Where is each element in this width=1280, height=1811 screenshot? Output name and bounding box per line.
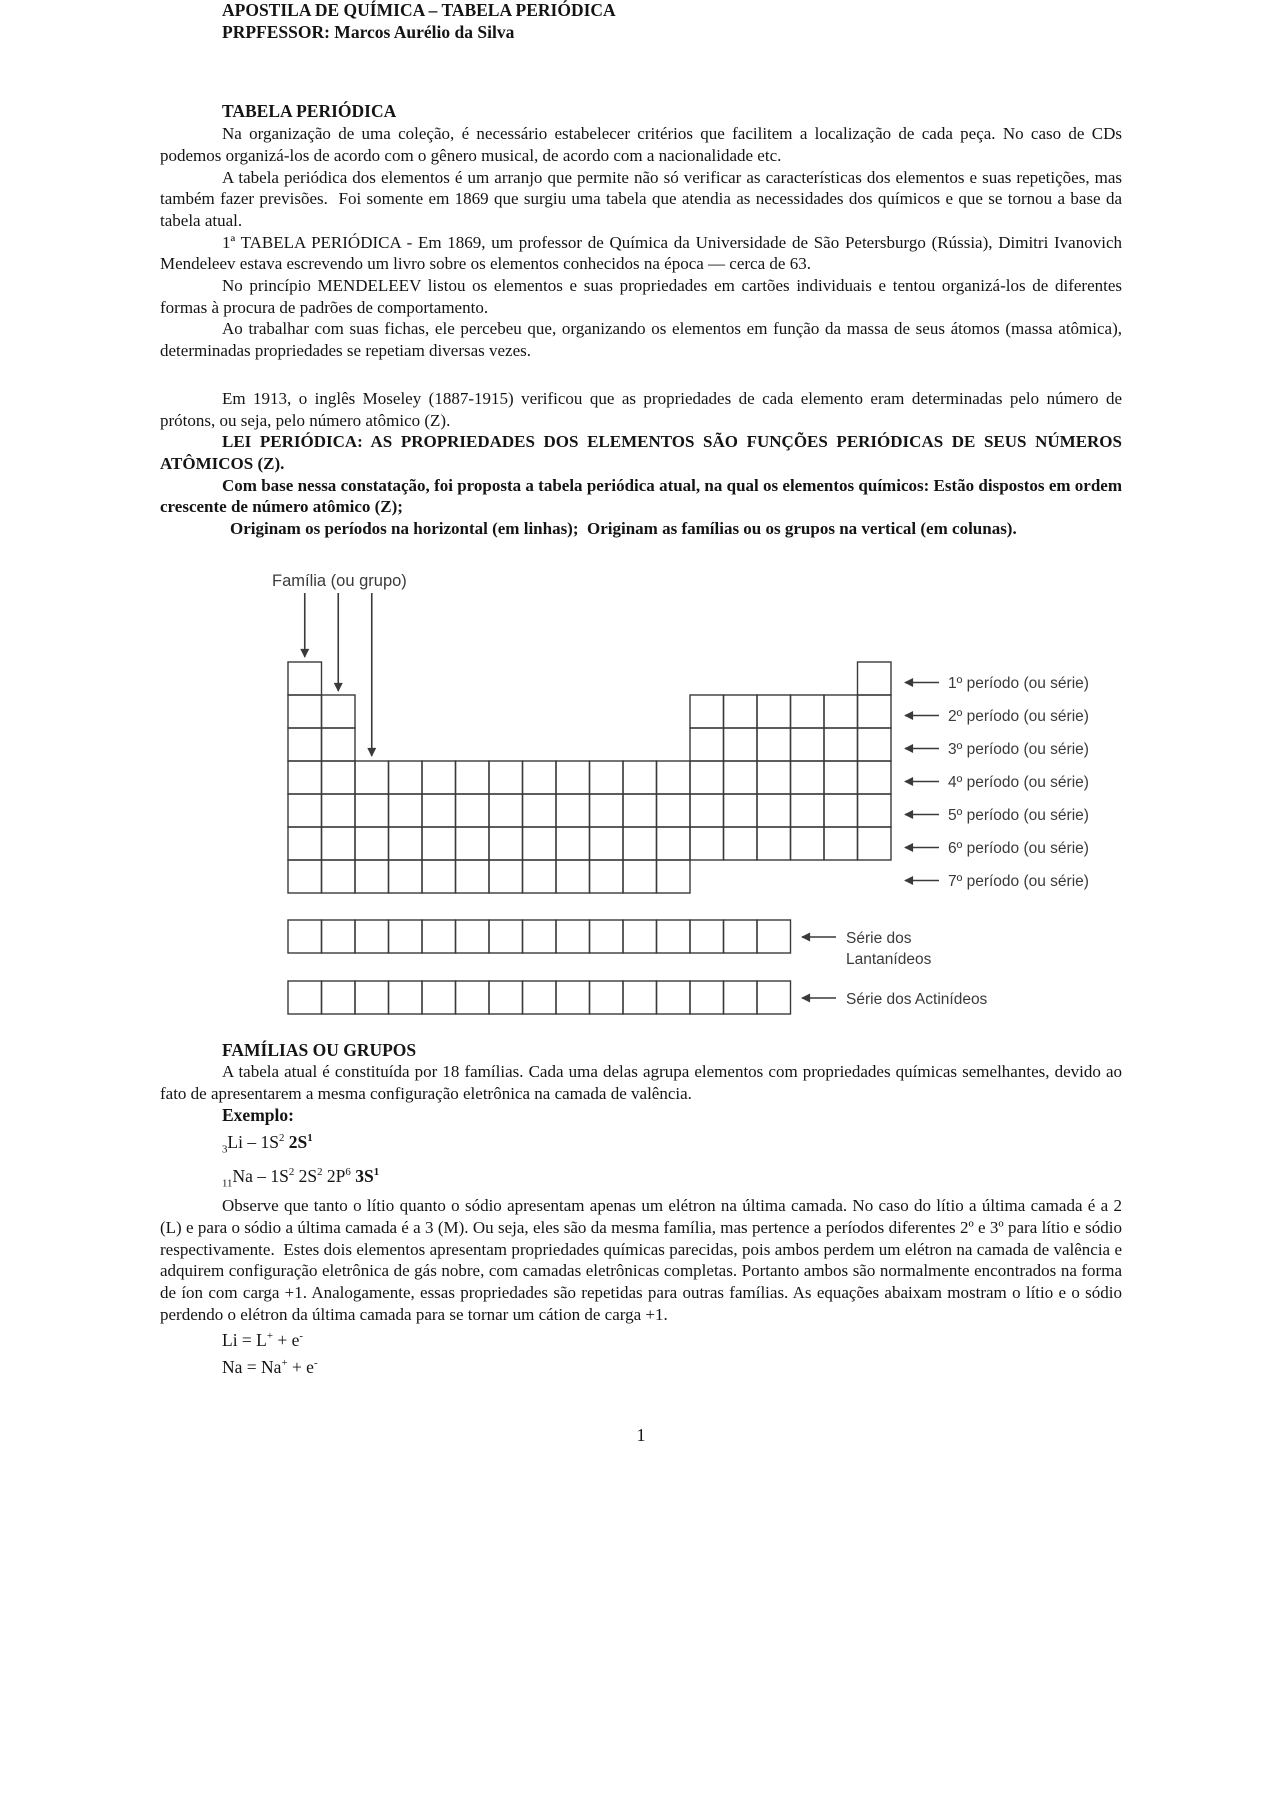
- lanthanide-cell: [355, 920, 389, 953]
- actinide-cell: [757, 981, 791, 1014]
- period-table-cell: [757, 728, 791, 761]
- period-table-cell: [389, 761, 423, 794]
- period-table-cell: [623, 761, 657, 794]
- period-table-cell: [657, 761, 691, 794]
- period-table-cell: [690, 695, 724, 728]
- period-table-cell: [523, 794, 557, 827]
- formula-token: 3: [222, 1142, 228, 1155]
- paragraph-originam: Originam os períodos na horizontal (em linhas); Originam as famílias ou os grupos na vertical (em colunas).: [230, 519, 1017, 539]
- paragraph-lei-periodica: LEI PERIÓDICA: AS PROPRIEDADES DOS ELEMENTOS SÃO FUNÇÕES PERIÓDICAS DE SEUS NÚMEROS ATÔMICOS (Z).: [160, 432, 1122, 473]
- formula-token: 2: [278, 1131, 285, 1144]
- formula-token: Na = Na: [222, 1357, 282, 1378]
- lanthanide-cell: [590, 920, 624, 953]
- period-table-cell: [690, 794, 724, 827]
- period-table-cell: [757, 761, 791, 794]
- period-table-cell: [389, 794, 423, 827]
- formula-token: +: [266, 1330, 273, 1343]
- formula-token: + e: [287, 1357, 314, 1378]
- actinide-cell: [623, 981, 657, 1014]
- period-table-cell: [590, 794, 624, 827]
- actinide-cell: [690, 981, 724, 1014]
- period-label: 5º período (ou série): [948, 806, 1089, 824]
- period-table-cell: [489, 761, 523, 794]
- period-table-cell: [288, 860, 322, 893]
- period-table-cell: [858, 695, 892, 728]
- period-table-cell: [322, 860, 356, 893]
- period-table-cell: [556, 860, 590, 893]
- formula-token: 2: [288, 1165, 295, 1178]
- period-label: 1º período (ou série): [948, 674, 1089, 692]
- actinide-cell: [724, 981, 758, 1014]
- family-group-label: Família (ou grupo): [272, 571, 407, 590]
- lanthanide-series-label: Lantanídeos: [846, 950, 932, 968]
- period-table-cell: [523, 860, 557, 893]
- period-table-cell: [523, 827, 557, 860]
- formula-token: +: [281, 1357, 288, 1370]
- period-table-cell: [456, 860, 490, 893]
- paragraph-tabela-arranjo: A tabela periódica dos elementos é um arranjo que permite não só verificar as características dos elementos e suas repetições, mas também fazer previsões. Foi somente em 1869 que surgiu uma tabela que atendia as necessidades dos químicos e que se tornou a base da tabela atual.: [160, 167, 1122, 230]
- period-table-cell: [858, 794, 892, 827]
- lanthanide-cell: [322, 920, 356, 953]
- period-table-cell: [322, 794, 356, 827]
- exemplo-label: Exemplo:: [222, 1104, 294, 1125]
- lanthanide-cell: [623, 920, 657, 953]
- period-table-cell: [422, 761, 456, 794]
- lanthanide-cell: [690, 920, 724, 953]
- electron-config-li: [222, 1127, 1122, 1161]
- period-table-cell: [556, 761, 590, 794]
- lanthanide-cell: [422, 920, 456, 953]
- period-table-cell: [355, 860, 389, 893]
- ion-equation-li: [222, 1325, 1122, 1352]
- formula-token: 2S: [288, 1131, 308, 1152]
- period-table-cell: [322, 728, 356, 761]
- lanthanide-cell: [389, 920, 423, 953]
- doc-title: APOSTILA DE QUÍMICA – TABELA PERIÓDICA: [222, 0, 616, 20]
- period-table-cell: [858, 728, 892, 761]
- period-table-cell: [422, 860, 456, 893]
- actinide-cell: [456, 981, 490, 1014]
- section-heading-tabela-periodica: TABELA PERIÓDICA: [222, 101, 397, 122]
- period-table-cell: [824, 827, 858, 860]
- period-label: 2º período (ou série): [948, 707, 1089, 725]
- period-table-cell: [489, 794, 523, 827]
- period-table-cell: [757, 827, 791, 860]
- lanthanide-cell: [456, 920, 490, 953]
- paragraph-moseley: Em 1913, o inglês Moseley (1887-1915) verificou que as propriedades de cada elemento eram determinadas pelo número de prótons, ou seja, pelo número atômico (Z).: [160, 388, 1122, 430]
- formula-token: -: [313, 1357, 318, 1370]
- period-table-cell: [623, 794, 657, 827]
- period-label: 6º período (ou série): [948, 839, 1089, 857]
- period-table-cell: [456, 827, 490, 860]
- lanthanide-cell: [556, 920, 590, 953]
- actinide-cell: [523, 981, 557, 1014]
- period-table-cell: [657, 794, 691, 827]
- period-table-cell: [355, 794, 389, 827]
- period-table-cell: [724, 761, 758, 794]
- period-table-cell: [556, 794, 590, 827]
- period-table-cell: [858, 761, 892, 794]
- formula-token: Li – 1S: [227, 1131, 279, 1152]
- doc-professor: PRPFESSOR: Marcos Aurélio da Silva: [222, 21, 515, 42]
- period-table-cell: [489, 827, 523, 860]
- formula-token: 3S: [355, 1165, 374, 1186]
- lanthanide-cell: [757, 920, 791, 953]
- period-table-cell: [355, 827, 389, 860]
- actinide-cell: [489, 981, 523, 1014]
- period-table-cell: [724, 695, 758, 728]
- paragraph-mendeleev-cartoes: No princípio MENDELEEV listou os elementos e suas propriedades em cartões individuais e tentou organizá-los de diferentes formas à procura de padrões de comportamento.: [160, 276, 1122, 317]
- period-table-cell: [824, 794, 858, 827]
- lanthanide-series-label: Série dos: [846, 929, 912, 947]
- actinide-cell: [355, 981, 389, 1014]
- period-table-cell: [623, 827, 657, 860]
- period-table-cell: [791, 728, 825, 761]
- actinide-cell: [288, 981, 322, 1014]
- periodic-table-skeleton-diagram: [160, 566, 1120, 1024]
- page-number: 1: [636, 1425, 646, 1446]
- period-table-cell: [590, 827, 624, 860]
- period-table-cell: [422, 794, 456, 827]
- actinide-cell: [590, 981, 624, 1014]
- paragraph-constatacao: Com base nessa constatação, foi proposta a tabela periódica atual, na qual os elementos químicos: Estão dispostos em ordem crescente de número atômico (Z);: [160, 475, 1122, 517]
- paragraph-observe: Observe que tanto o lítio quanto o sódio apresentam apenas um elétron na última camada. No caso do lítio a última camada é a 2 (L) e para o sódio a última camada é a 3 (M). Ou seja, eles são da mesma família, mas pertence a períodos diferentes 2º e 3º para lítio e sódio respectivamente. Estes dois elementos apresentam propriedades químicas parecidas, pois ambos perdem um elétron na camada de valência e adquirem configuração eletrônica de gás nobre, com camadas eletrônicas completas. Portanto ambos são normalmente encontrados na forma de íon com carga +1. Analogamente, essas propriedades são repetidas para outras famílias. As equações abaixam mostram o lítio e o sódio perdendo o elétron da última camada para se tornar um cátion de carga +1.: [160, 1196, 1122, 1324]
- formula-token: Na – 1S: [232, 1165, 289, 1186]
- period-table-cell: [355, 761, 389, 794]
- period-table-cell: [791, 761, 825, 794]
- period-table-cell: [824, 761, 858, 794]
- formula-token: + e: [273, 1330, 300, 1351]
- period-table-cell: [288, 695, 322, 728]
- period-table-cell: [690, 827, 724, 860]
- period-table-cell: [322, 827, 356, 860]
- actinide-cell: [322, 981, 356, 1014]
- period-table-cell: [724, 728, 758, 761]
- formula-token: Li = L: [222, 1330, 267, 1351]
- formula-token: 6: [345, 1165, 351, 1178]
- period-table-cell: [724, 827, 758, 860]
- period-label: 4º período (ou série): [948, 773, 1089, 791]
- period-table-cell: [791, 695, 825, 728]
- period-table-cell: [288, 794, 322, 827]
- electron-config-na: [222, 1161, 1122, 1195]
- paragraph-organizacao: Na organização de uma coleção, é necessário estabelecer critérios que facilitem a localização de cada peça. No caso de CDs podemos organizá-los de acordo com o gênero musical, de acordo com a nacionalidade etc.: [160, 124, 1122, 165]
- lanthanide-cell: [489, 920, 523, 953]
- period-table-cell: [322, 761, 356, 794]
- period-table-cell: [288, 728, 322, 761]
- period-table-cell: [690, 761, 724, 794]
- actinide-series-label: Série dos Actinídeos: [846, 990, 988, 1008]
- period-table-cell: [724, 794, 758, 827]
- formula-token: 11: [222, 1177, 233, 1190]
- formula-token: 2: [317, 1165, 323, 1178]
- period-table-cell: [422, 827, 456, 860]
- period-table-cell: [489, 860, 523, 893]
- section-heading-familias: FAMÍLIAS OU GRUPOS: [222, 1039, 417, 1060]
- period-table-cell: [690, 728, 724, 761]
- paragraph-familias: A tabela atual é constituída por 18 famílias. Cada uma delas agrupa elementos com propriedades químicas semelhantes, devido ao fato de apresentarem a mesma configuração eletrônica na camada de valência.: [160, 1062, 1122, 1104]
- lanthanide-cell: [523, 920, 557, 953]
- actinide-cell: [657, 981, 691, 1014]
- period-table-cell: [556, 827, 590, 860]
- actinide-cell: [389, 981, 423, 1014]
- period-table-cell: [288, 761, 322, 794]
- period-table-cell: [824, 695, 858, 728]
- lanthanide-cell: [657, 920, 691, 953]
- ion-equation-na: [222, 1352, 1122, 1379]
- period-table-cell: [791, 794, 825, 827]
- period-table-cell: [389, 827, 423, 860]
- lanthanide-cell: [288, 920, 322, 953]
- formula-token: 2S: [294, 1165, 318, 1186]
- period-table-cell: [322, 695, 356, 728]
- period-table-cell: [824, 728, 858, 761]
- formula-token: 1: [307, 1131, 313, 1144]
- lanthanide-cell: [724, 920, 758, 953]
- period-table-cell: [657, 827, 691, 860]
- period-table-cell: [288, 827, 322, 860]
- period-table-cell: [456, 761, 490, 794]
- period-label: 3º período (ou série): [948, 740, 1089, 758]
- paragraph-primeira-tabela: 1ª TABELA PERIÓDICA - Em 1869, um professor de Química da Universidade de São Petersburgo (Rússia), Dimitri Ivanovich Mendeleev estava escrevendo um livro sobre os elementos conhecidos na época — cerca de 63.: [160, 232, 1122, 274]
- period-table-cell: [590, 860, 624, 893]
- paragraph-fichas: Ao trabalhar com suas fichas, ele percebeu que, organizando os elementos em função da massa de seus átomos (massa atômica), determinadas propriedades se repetiam diversas vezes.: [160, 319, 1122, 361]
- page-content: [160, 0, 1122, 1446]
- formula-token: -: [299, 1330, 304, 1343]
- actinide-cell: [556, 981, 590, 1014]
- period-table-cell: [757, 695, 791, 728]
- period-table-cell: [757, 794, 791, 827]
- actinide-cell: [422, 981, 456, 1014]
- formula-token: 1: [373, 1165, 380, 1178]
- formula-token: 2P: [322, 1165, 346, 1186]
- period-table-cell: [523, 761, 557, 794]
- period-table-cell: [456, 794, 490, 827]
- period-table-cell: [389, 860, 423, 893]
- period-table-cell: [288, 662, 322, 695]
- period-table-cell: [858, 827, 892, 860]
- period-table-cell: [590, 761, 624, 794]
- period-table-cell: [657, 860, 691, 893]
- period-table-cell: [623, 860, 657, 893]
- period-label: 7º período (ou série): [948, 872, 1089, 890]
- period-table-cell: [791, 827, 825, 860]
- period-table-cell: [858, 662, 892, 695]
